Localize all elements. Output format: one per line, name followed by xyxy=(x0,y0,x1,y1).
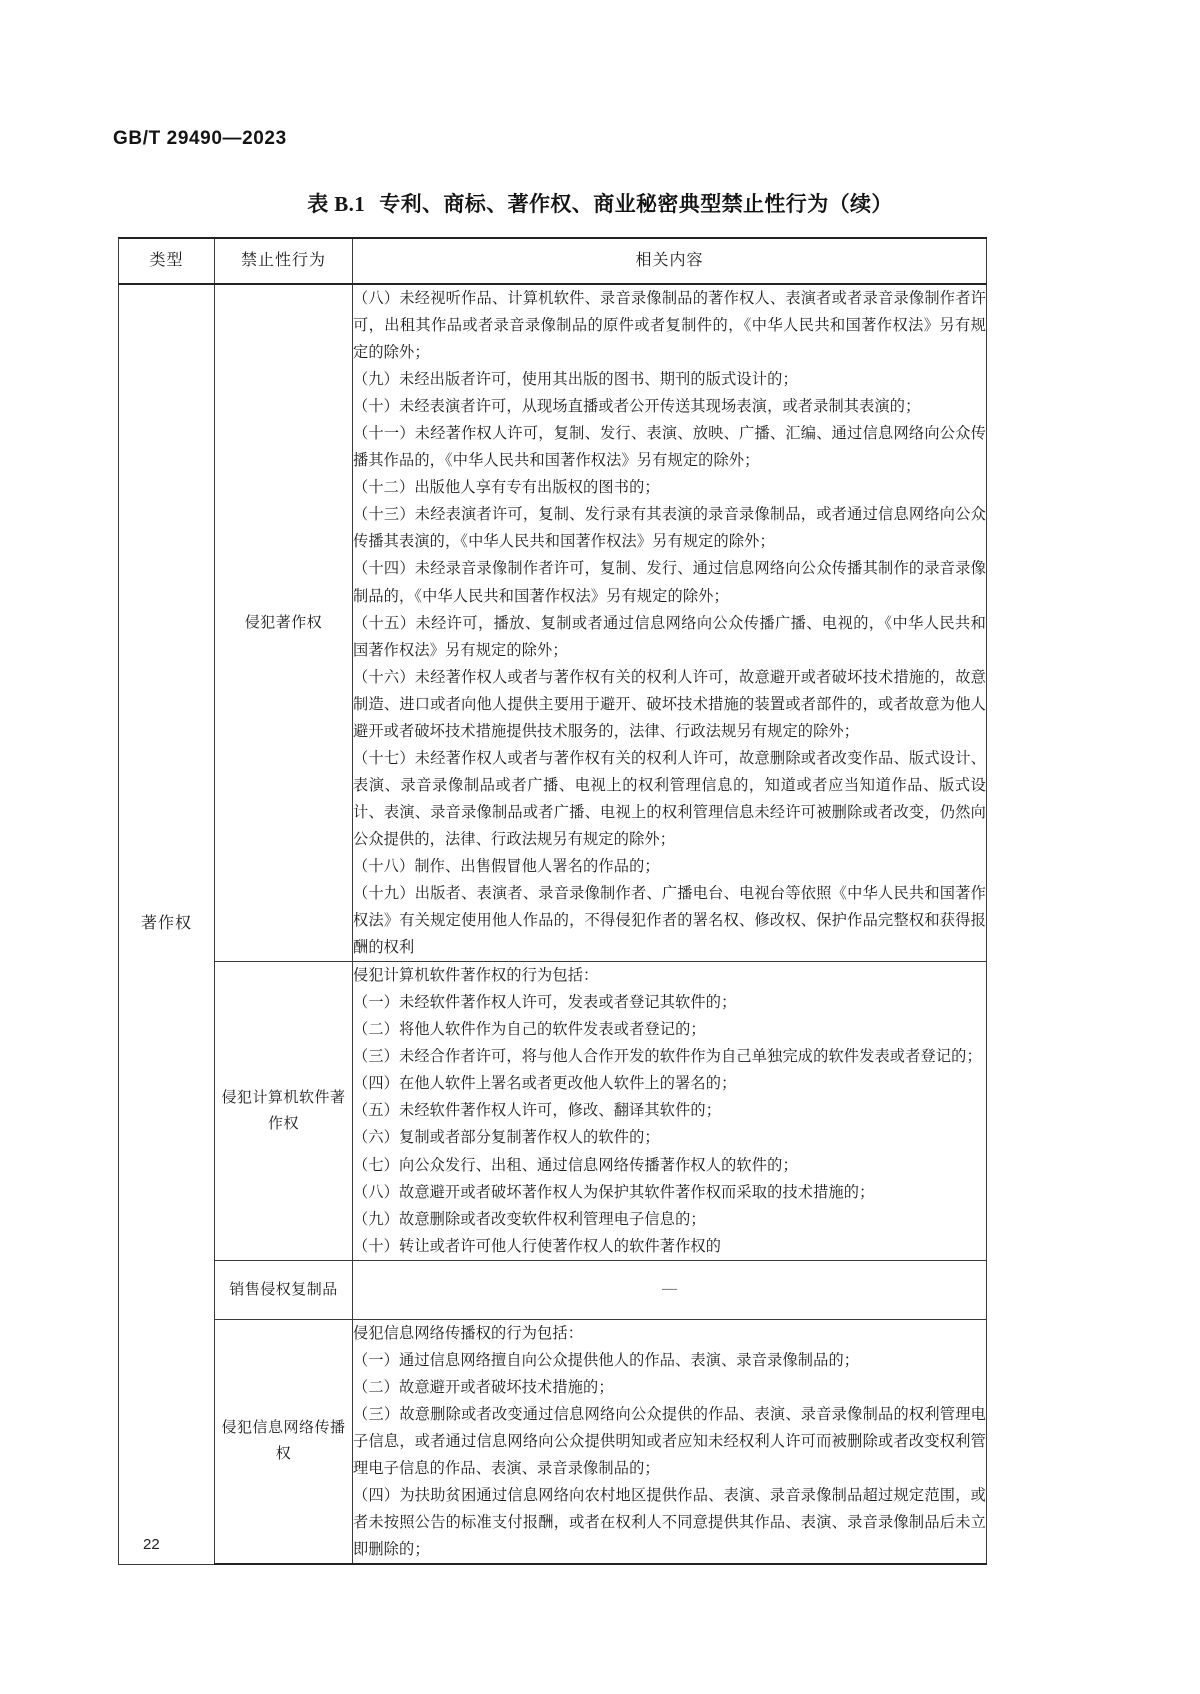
content-paragraph: （二）将他人软件作为自己的软件发表或者登记的； xyxy=(353,1021,706,1039)
content-paragraph: （十六）未经著作权人或者与著作权有关的权利人许可，故意避开或者破坏技术措施的，故意制造、进口或者向他人提供主要用于避开、破坏技术措施的装置或者部件的，或者故意为他人避开或者破坏技术措施提供技术服务的，法律、行政法规另有规定的除外； xyxy=(353,668,986,740)
table-row xyxy=(119,1260,987,1319)
table-caption-title: 专利、商标、著作权、商业秘密典型禁止性行为（续） xyxy=(379,192,893,216)
content-paragraph: （一）通过信息网络擅自向公众提供他人的作品、表演、录音录像制品的； xyxy=(353,1351,860,1369)
content-paragraph: （五）未经软件著作权人许可，修改、翻译其软件的； xyxy=(353,1102,722,1120)
table-header-row xyxy=(119,238,987,284)
content-paragraph: （九）故意删除或者改变软件权利管理电子信息的； xyxy=(353,1210,706,1228)
page-number: 22 xyxy=(143,1536,160,1553)
content-paragraph: （十三）未经表演者许可，复制、发行录有其表演的录音录像制品，或者通过信息网络向公众传播其表演的，《中华人民共和国著作权法》另有规定的除外； xyxy=(353,506,986,551)
column-header-behavior: 禁止性行为 xyxy=(215,238,353,284)
content-paragraph: （七）向公众发行、出租、通过信息网络传播著作权人的软件的； xyxy=(353,1156,798,1174)
content-paragraph: （八）故意避开或者破坏著作权人为保护其软件著作权而采取的技术措施的； xyxy=(353,1183,875,1201)
cell-content-infringe-network-dissemination-right xyxy=(353,1319,987,1564)
content-paragraph: （十二）出版他人享有专有出版权的图书的； xyxy=(353,479,660,497)
cell-content-sell-infringing-copies: — xyxy=(353,1260,987,1319)
cell-behavior-sell-infringing-copies: 销售侵权复制品 xyxy=(215,1260,353,1319)
content-paragraph: （九）未经出版者许可，使用其出版的图书、期刊的版式设计的； xyxy=(353,371,798,389)
content-paragraph: （八）未经视听作品、计算机软件、录音录像制品的著作权人、表演者或者录音录像制作者许可，出租其作品或者录音录像制品的原件或者复制件的，《中华人民共和国著作权法》另有规定的除外； xyxy=(353,290,986,362)
content-paragraph: （四）在他人软件上署名或者更改他人软件上的署名的； xyxy=(353,1075,737,1093)
content-paragraph: （十一）未经著作权人许可，复制、发行、表演、放映、广播、汇编、通过信息网络向公众传播其作品的，《中华人民共和国著作权法》另有规定的除外； xyxy=(353,425,986,470)
cell-behavior-infringe-software-copyright: 侵犯计算机软件著作权 xyxy=(215,962,353,1261)
content-paragraph: 侵犯计算机软件著作权的行为包括： xyxy=(353,967,599,985)
content-paragraph: （十）转让或者许可他人行使著作权人的软件著作权的 xyxy=(353,1237,722,1255)
cell-behavior-infringe-network-dissemination-right: 侵犯信息网络传播权 xyxy=(215,1319,353,1564)
content-paragraph: （十九）出版者、表演者、录音录像制作者、广播电台、电视台等依照《中华人民共和国著作权法》有关规定使用他人作品的，不得侵犯作者的署名权、修改权、保护作品完整权和获得报酬的权利 xyxy=(353,885,986,957)
content-paragraph: （三）未经合作者许可，将与他人合作开发的软件作为自己单独完成的软件发表或者登记的； xyxy=(353,1048,982,1066)
table-row xyxy=(119,284,987,962)
content-paragraph: （六）复制或者部分复制著作权人的软件的； xyxy=(353,1129,660,1147)
table-caption xyxy=(0,188,1200,218)
standard-number-header: GB/T 29490—2023 xyxy=(113,128,287,149)
cell-behavior-infringe-copyright: 侵犯著作权 xyxy=(215,284,353,962)
content-paragraph: （十）未经表演者许可，从现场直播或者公开传送其现场表演，或者录制其表演的； xyxy=(353,398,921,416)
content-paragraph: （十七）未经著作权人或者与著作权有关的权利人许可，故意删除或者改变作品、版式设计、表演、录音录像制品或者广播、电视上的权利管理信息的，知道或者应当知道作品、版式设计、表演、录音录像制品或者广播、电视上的权利管理信息未经许可被删除或者改变，仍然向公众提供的，法律、行政法规另有规定的除外； xyxy=(353,749,986,848)
cell-content-infringe-copyright xyxy=(353,284,987,962)
table-row xyxy=(119,1319,987,1564)
content-paragraph: 侵犯信息网络传播权的行为包括： xyxy=(353,1324,584,1342)
table-body xyxy=(119,284,987,1564)
content-paragraph: （二）故意避开或者破坏技术措施的； xyxy=(353,1378,614,1396)
content-paragraph: （十八）制作、出售假冒他人署名的作品的； xyxy=(353,857,660,875)
table-row xyxy=(119,962,987,1261)
prohibited-behaviors-table xyxy=(118,237,987,1565)
prohibited-behaviors-table-wrap xyxy=(118,237,986,1565)
table-caption-label: 表 B.1 xyxy=(307,192,366,216)
column-header-content: 相关内容 xyxy=(353,238,987,284)
table-head xyxy=(119,238,987,284)
content-paragraph: （一）未经软件著作权人许可，发表或者登记其软件的； xyxy=(353,994,737,1012)
content-paragraph: （四）为扶助贫困通过信息网络向农村地区提供作品、表演、录音录像制品超过规定范围，或者未按照公告的标准支付报酬，或者在权利人不同意提供其作品、表演、录音录像制品后未立即删除的； xyxy=(353,1486,986,1559)
content-paragraph: （十五）未经许可，播放、复制或者通过信息网络向公众传播广播、电视的，《中华人民共和国著作权法》另有规定的除外； xyxy=(353,614,986,659)
cell-type-copyright: 著作权 xyxy=(119,284,215,1564)
content-paragraph: （三）故意删除或者改变通过信息网络向公众提供的作品、表演、录音录像制品的权利管理电子信息，或者通过信息网络向公众提供明知或者应知未经权利人许可而被删除或者改变权利管理电子信息的作品、表演、录音录像制品的； xyxy=(353,1405,986,1477)
content-paragraph: （十四）未经录音录像制作者许可，复制、发行、通过信息网络向公众传播其制作的录音录像制品的，《中华人民共和国著作权法》另有规定的除外； xyxy=(353,560,986,605)
cell-content-infringe-software-copyright xyxy=(353,962,987,1261)
column-header-type: 类型 xyxy=(119,238,215,284)
